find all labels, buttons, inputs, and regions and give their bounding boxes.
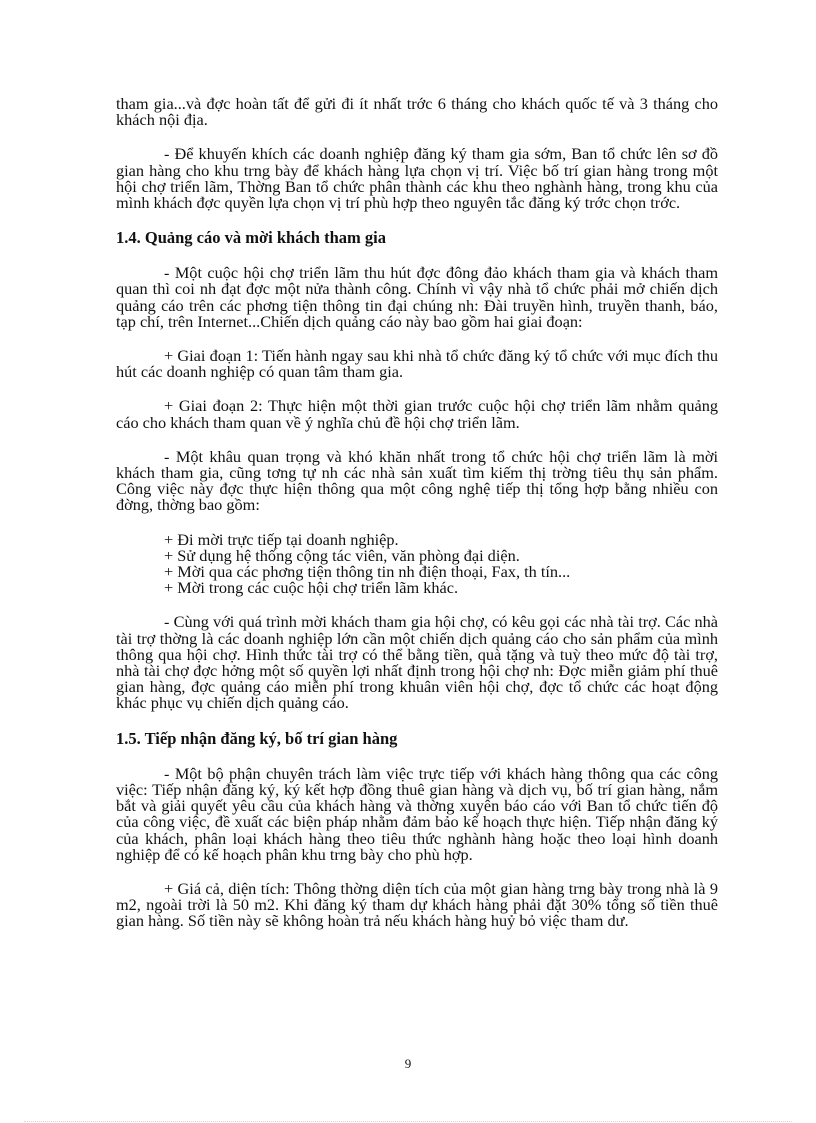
section-heading-1-4: 1.4. Quảng cáo và mời khách tham gia [116, 228, 386, 248]
section-heading-1-5: 1.5. Tiếp nhận đăng ký, bố trí gian hàng [116, 728, 398, 748]
paragraph-phase-2: + Giai đoạn 2: Thực hiện một thời gian trước cuộc hội chợ triển lãm nhằm quảng cáo cho khách tham quan về ý nghĩa chủ đề hội chợ triển lãm. [116, 396, 718, 432]
document-page [116, 96, 718, 930]
paragraph-price-area: + Giá cả, diện tích: Thông thờng diện tích của một gian hàng trng bày trong nhà là 9 m2, ngoài trời là 50 m2. Khi đăng ký tham dự khách hàng phải đặt 30% tổng số tiền thuê gian hàng. Số tiền này sẽ không hoàn trả nếu khách hàng huỷ bỏ việc tham dư. [116, 878, 718, 931]
paragraph-registration-department: - Một bộ phận chuyên trách làm việc trực tiếp với khách hàng thông qua các công việc: Tiếp nhận đăng ký, ký kết hợp đồng thuê gian hàng và dịch vụ, bố trí gian hàng, nắm bắt và giải quyết yêu cầu của khách hàng và thờng xuyên báo cáo với Ban tổ chức tiến độ của công việc, đề xuất các biện pháp nhằm đảm bảo kế hoạch thực hiện. Tiếp nhận đăng ký của khách, phân loại khách hàng theo tiêu thức nghành hàng hoặc theo loại hình doanh nghiệp để có kế hoạch phân khu trng bày cho phù hợp. [116, 763, 718, 864]
list-item: + Mời trong các cuộc hội chợ triển lãm khác. [164, 578, 459, 598]
paragraph-phase-1: + Giai đoạn 1: Tiến hành ngay sau khi nhà tổ chức đăng ký tổ chức với mục đích thu hút các doanh nghiệp có quan tâm tham gia. [116, 346, 718, 382]
paragraph-advertising-campaign: - Một cuộc hội chợ triển lãm thu hút đợc đông đảo khách tham gia và khách tham quan thì coi nh đạt đợc một nửa thành công. Chính vì vậy nhà tổ chức phải mở chiến dịch quảng cáo trên các phơng tiện thông tin đại chúng nh: Đài truyền hình, truyền thanh, báo, tạp chí, trên Internet...Chiến dịch quảng cáo này bao gồm hai giai đoạn: [116, 263, 718, 331]
list-item: + Đi mời trực tiếp tại doanh nghiệp. [164, 529, 399, 549]
paragraph-inviting-exhibitors: - Một khâu quan trọng và khó khăn nhất trong tổ chức hội chợ triển lãm là mời khách tham gia, cũng tơng tự nh các nhà sản xuất tìm kiếm thị trờng tiêu thụ sản phẩm. Công việc này đợc thực hiện thông qua một công nghệ tiếp thị tổng hợp bằng nhiều con đờng, thờng bao gồm: [116, 446, 718, 515]
paragraph-sponsors: - Cùng với quá trình mời khách tham gia hội chợ, có kêu gọi các nhà tài trợ. Các nhà tài trợ thờng là các doanh nghiệp lớn cần một chiến dịch quảng cáo cho sản phẩm của mình thông qua hội chợ. Hình thức tài trợ có thể bằng tiền, quà tặng và tuỳ theo mức độ tài trợ, nhà tài chợ đợc hởng một số quyền lợi nhất định trong hội chợ nh: Đợc miễn giảm phí thuê gian hàng, đợc quảng cáo miễn phí trong khuân viên hội chợ, đợc tổ chức các hoạt động khác phục vụ chiến dịch quảng cáo. [116, 612, 718, 713]
page-number: 9 [404, 1056, 412, 1071]
paragraph-intro-continuation: tham gia...và đợc hoàn tất để gửi đi ít nhất trớc 6 tháng cho khách quốc tế và 3 tháng cho khách nội địa. [116, 94, 718, 130]
list-item: + Mời qua các phơng tiện thông tin nh điện thoại, Fax, th tín... [164, 562, 571, 582]
paragraph-early-registration: - Để khuyến khích các doanh nghiệp đăng ký tham gia sớm, Ban tổ chức lên sơ đồ gian hàng cho khu trng bày để khách hàng lựa chọn vị trí. Việc bố trí gian hàng trong một hội chợ triển lãm, Thờng Ban tổ chức phân thành các khu theo nghành hàng, trong khu của mình khách đợc quyền lựa chọn vị trí phù hợp theo nguyên tắc đăng ký trớc chọn trớc. [116, 144, 718, 213]
list-item: + Sử dụng hệ thống cộng tác viên, văn phòng đại diện. [164, 545, 520, 565]
footer-divider [24, 1121, 792, 1122]
